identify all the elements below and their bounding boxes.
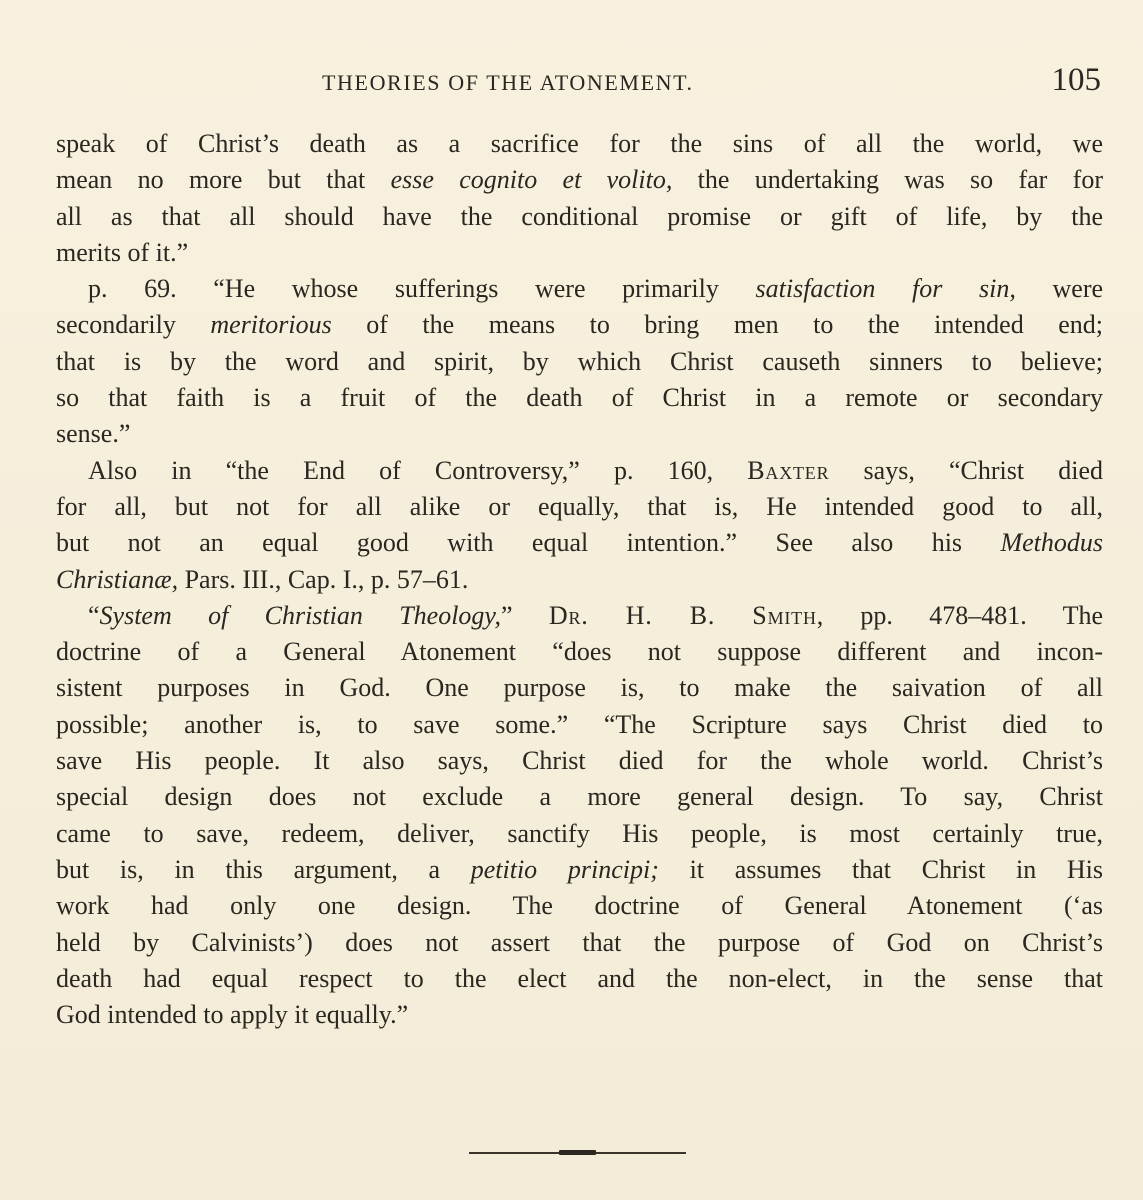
ornament-right-rule [596,1152,686,1154]
italic-phrase: petitio principi; [470,854,659,884]
ornament-left-rule [469,1152,559,1154]
text-line: work had only one design. The doctrine of General Atonement (‘as [56,891,1103,921]
text-line: mean no more but that esse cognito et volito, the undertaking was so far for [56,165,1103,195]
running-head [0,62,1143,106]
text-line: save His people. It also says, Christ died for the whole world. Christ’s [56,746,1103,776]
italic-phrase: meritorious [210,310,332,340]
chapter-end-ornament [469,1149,686,1157]
book-title: Christianæ, [56,564,179,594]
text-line: possible; another is, to save some.” “The Scripture says Christ died to [56,709,1103,739]
body-text [56,126,1103,1033]
book-title: System of Christian Theology, [99,600,502,630]
text-line: all as that all should have the conditional promise or gift of life, by the [56,201,1103,231]
text-line: death had equal respect to the elect and the non-elect, in the sense that [56,963,1103,993]
italic-phrase: esse cognito et volito, [390,165,673,195]
italic-phrase: satisfaction for sin, [755,274,1016,304]
text-line: Christianæ, Pars. III., Cap. I., p. 57–61. [56,564,469,594]
text-line: so that faith is a fruit of the death of Christ in a remote or secondary [56,383,1103,413]
text-line: doctrine of a General Atonement “does not suppose different and incon- [56,637,1103,667]
text-line: sistent purposes in God. One purpose is, to make the saivation of all [56,673,1103,703]
text-line: Also in “the End of Controversy,” p. 160, Baxter says, “Christ died [88,455,1103,485]
text-line: “System of Christian Theology,” Dr. H. B. Smith, pp. 478–481. The [88,600,1104,630]
book-title: Methodus [1000,528,1103,558]
text-line: for all, but not for all alike or equally, that is, He intended good to all, [56,491,1103,521]
text-line: held by Calvinists’) does not assert that the purpose of God on Christ’s [56,927,1103,957]
running-title: THEORIES OF THE ATONEMENT. [322,70,694,95]
text-line: secondarily meritorious of the means to bring men to the intended end; [56,310,1103,340]
text-line: that is by the word and spirit, by which Christ causeth sinners to believe; [56,346,1103,376]
text-line: but not an equal good with equal intention.” See also his Methodus [56,528,1103,558]
text-line: God intended to apply it equally.” [56,1000,409,1030]
text-line: sense.” [56,419,131,449]
text-line: speak of Christ’s death as a sacrifice for the sins of all the world, we [56,129,1103,158]
text-line: p. 69. “He whose sufferings were primarily satisfaction for sin, were [88,274,1104,304]
text-line: special design does not exclude a more general design. To say, Christ [56,782,1103,812]
author-name: Baxter [747,455,830,485]
ornament-center-icon [559,1150,596,1155]
text-line: merits of it.” [56,237,189,267]
text-line: but is, in this argument, a petitio principi; it assumes that Christ in His [56,854,1104,884]
author-name: Dr. H. B. Smith, [548,600,825,630]
text-line: came to save, redeem, deliver, sanctify His people, is most certainly true, [56,818,1103,848]
page-number: 105 [1051,62,1101,98]
